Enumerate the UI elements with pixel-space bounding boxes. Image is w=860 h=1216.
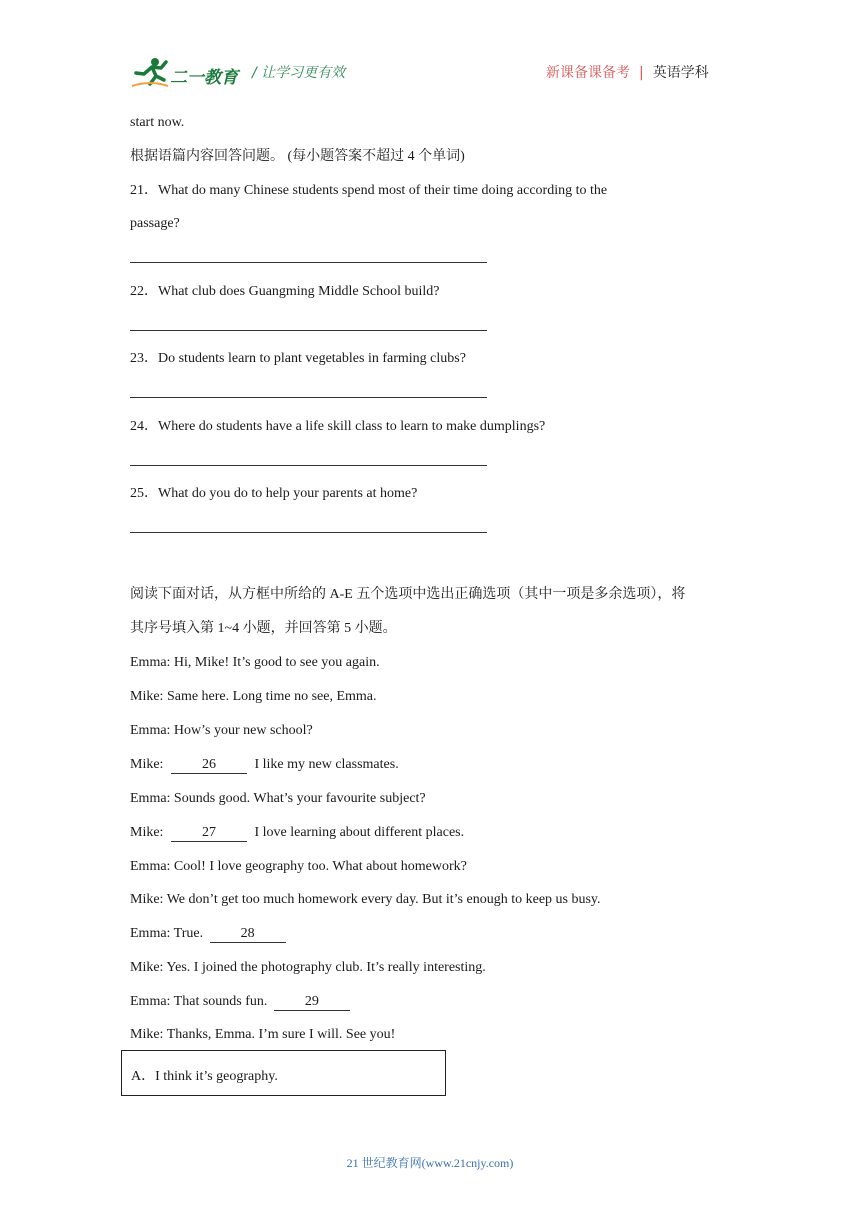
header-slogan: / 让学习更有效: [252, 65, 346, 81]
answer-line-24[interactable]: [130, 465, 487, 466]
dialogue-line: Emma: Sounds good. What’s your favourite subject?: [130, 791, 426, 806]
instruction-answer-questions: 根据语篇内容回答问题。 (每小题答案不超过 4 个单词): [130, 149, 465, 164]
dialogue-line: [130, 992, 350, 1012]
dialogue-line: Mike: We don’t get too much homework every day. But it’s enough to keep us busy.: [130, 892, 601, 907]
dialogue-line: Emma: How’s your new school?: [130, 723, 313, 738]
answer-line-25[interactable]: [130, 532, 487, 533]
speaker-label: Emma: That sounds fun.: [130, 994, 271, 1009]
question-25: 25．What do you do to help your parents at home?: [130, 486, 418, 501]
header-subject-label: 英语学科: [652, 65, 709, 81]
blank-28[interactable]: 28: [210, 925, 286, 943]
question-23: 23．Do students learn to plant vegetables in farming clubs?: [130, 351, 466, 366]
dialogue-line: Emma: Hi, Mike! It’s good to see you again.: [130, 655, 380, 670]
dialogue-line: [130, 755, 399, 775]
dialogue-line: Mike: Same here. Long time no see, Emma.: [130, 689, 377, 704]
blank-29[interactable]: 29: [274, 993, 350, 1011]
blank-27[interactable]: 27: [171, 824, 247, 842]
answer-line-22[interactable]: [130, 330, 487, 331]
options-box: [121, 1050, 446, 1096]
blank-26[interactable]: 26: [171, 756, 247, 774]
instruction-dialogue-line2: 其序号填入第 1~4 小题，并回答第 5 小题。: [130, 621, 397, 636]
answer-line-23[interactable]: [130, 397, 487, 398]
question-21: 21．What do many Chinese students spend most of their time doing according to the: [130, 183, 608, 198]
dialogue-line: [130, 924, 286, 944]
page-footer: 21 世纪教育网(www.21cnjy.com): [346, 1156, 514, 1170]
speaker-label: Mike:: [130, 825, 167, 840]
dialogue-line: [130, 823, 464, 843]
question-24: 24．Where do students have a life skill class to learn to make dumplings?: [130, 419, 546, 434]
option-a: A．I think it’s geography.: [131, 1069, 278, 1084]
header-right: [546, 62, 709, 82]
header-course-label: 新课备课备考: [546, 65, 630, 81]
intro-tail: start now.: [130, 115, 185, 130]
instruction-dialogue-line1: 阅读下面对话，从方框中所给的 A-E 五个选项中选出正确选项（其中一项是多余选项），将: [130, 587, 686, 602]
speaker-label: Mike:: [130, 757, 167, 772]
running-figure-icon: [130, 56, 170, 90]
dialogue-line: Mike: Yes. I joined the photography club. It’s really interesting.: [130, 960, 486, 975]
dialogue-text: I love learning about different places.: [250, 825, 465, 840]
speaker-label: Emma: True.: [130, 926, 207, 941]
dialogue-line: Mike: Thanks, Emma. I’m sure I will. See you!: [130, 1027, 396, 1042]
question-22: 22．What club does Guangming Middle School build?: [130, 284, 440, 299]
logo-text: 二一教育: [170, 68, 238, 88]
site-logo: [130, 56, 240, 90]
header-separator: |: [639, 65, 644, 81]
answer-line-21[interactable]: [130, 262, 487, 263]
dialogue-text: I like my new classmates.: [250, 757, 399, 772]
dialogue-line: Emma: Cool! I love geography too. What about homework?: [130, 859, 467, 874]
question-21-cont: passage?: [130, 216, 180, 231]
